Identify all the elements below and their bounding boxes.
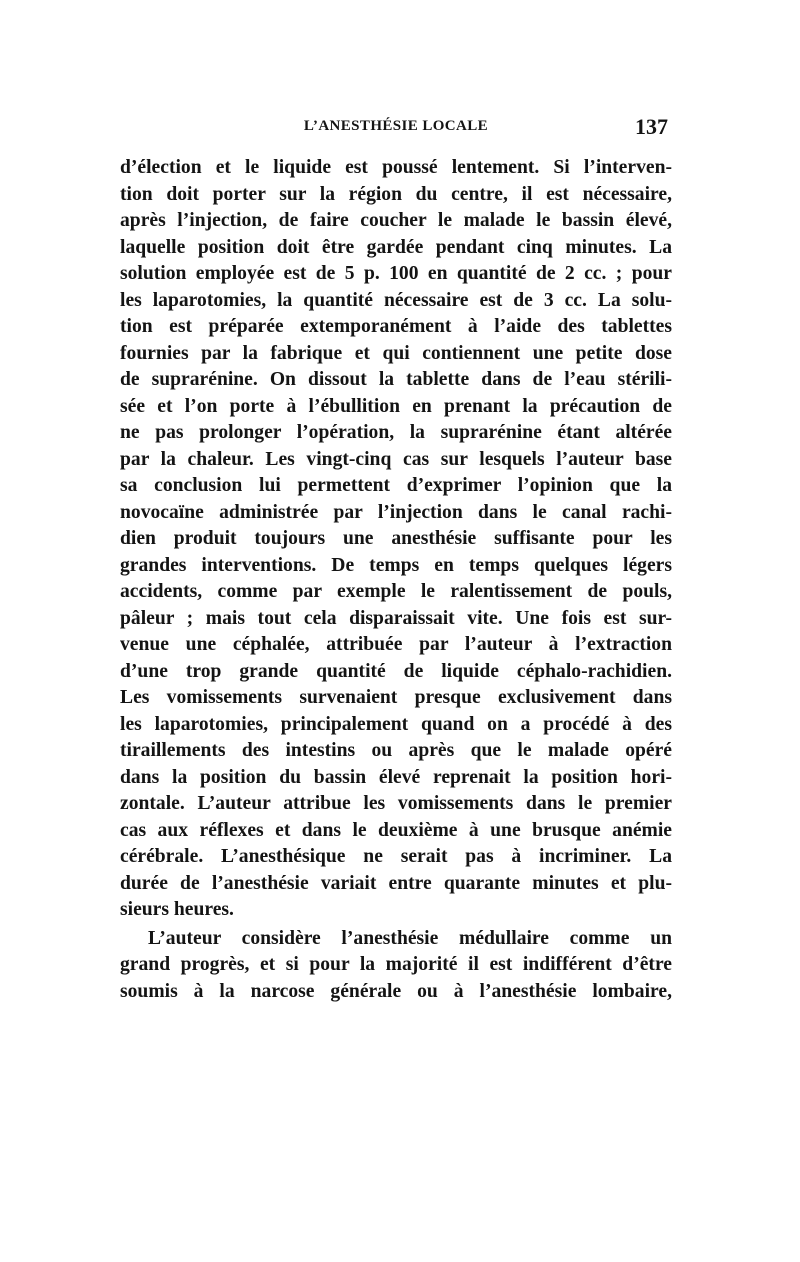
running-title: L’ANESTHÉSIE LOCALE <box>303 118 489 134</box>
text-line: laquelle position doit être gardée pendant cinq minutes. La <box>120 236 672 258</box>
text-line: sieurs heures. <box>120 899 234 920</box>
body-text <box>120 155 672 1005</box>
text-line: les laparotomies, principalement quand on a procédé à des <box>120 713 672 735</box>
page-number: 137 <box>635 114 668 139</box>
text-line: cérébrale. L’anesthésique ne serait pas à incriminer. La <box>120 846 672 867</box>
text-line: tion doit porter sur la région du centre, il est nécessaire, <box>120 183 672 205</box>
text-line: de suprarénine. On dissout la tablette dans de l’eau stérili- <box>120 369 672 390</box>
text-line: sée et l’on porte à l’ébullition en prenant la précaution de <box>120 395 672 417</box>
text-line: pâleur ; mais tout cela disparaissait vite. Une fois est sur- <box>120 607 672 629</box>
text-line: tiraillements des intestins ou après que le malade opéré <box>120 740 672 761</box>
text-line: d’une trop grande quantité de liquide céphalo-rachidien. <box>120 660 672 682</box>
text-line: grandes interventions. De temps en temps quelques légers <box>120 554 672 576</box>
text-line: dans la position du bassin élevé reprenait la position hori- <box>120 766 672 788</box>
text-line: les laparotomies, la quantité nécessaire est de 3 cc. La solu- <box>120 289 672 311</box>
text-line: novocaïne administrée par l’injection dans le canal rachi- <box>120 501 672 523</box>
text-line: L’auteur considère l’anesthésie médullaire comme un <box>148 927 672 949</box>
text-line: soumis à la narcose générale ou à l’anesthésie lombaire, <box>120 980 672 1002</box>
text-line: zontale. L’auteur attribue les vomissements dans le premier <box>120 793 672 814</box>
text-line: durée de l’anesthésie variait entre quarante minutes et plu- <box>120 872 672 894</box>
text-line: d’élection et le liquide est poussé lentement. Si l’interven- <box>120 157 672 178</box>
text-line: ne pas prolonger l’opération, la suprarénine étant altérée <box>120 422 672 443</box>
text-line: accidents, comme par exemple le ralentissement de pouls, <box>120 581 672 602</box>
text-line: dien produit toujours une anesthésie suffisante pour les <box>120 528 672 549</box>
text-line: fournies par la fabrique et qui contiennent une petite dose <box>120 342 672 364</box>
running-header <box>120 116 672 144</box>
text-line: sa conclusion lui permettent d’exprimer l’opinion que la <box>120 475 672 496</box>
paragraph-2 <box>120 926 672 1006</box>
paragraph-1 <box>120 155 672 924</box>
text-line: grand progrès, et si pour la majorité il est indifférent d’être <box>120 954 672 975</box>
text-line: après l’injection, de faire coucher le malade le bassin élevé, <box>120 210 672 231</box>
text-line: par la chaleur. Les vingt-cinq cas sur lesquels l’auteur base <box>120 448 672 470</box>
text-line: cas aux réflexes et dans le deuxième à une brusque anémie <box>120 819 672 841</box>
text-line: solution employée est de 5 p. 100 en quantité de 2 cc. ; pour <box>120 263 672 284</box>
text-line: Les vomissements survenaient presque exclusivement dans <box>120 687 672 708</box>
text-line: venue une céphalée, attribuée par l’auteur à l’extraction <box>120 634 672 655</box>
text-line: tion est préparée extemporanément à l’aide des tablettes <box>120 316 672 337</box>
